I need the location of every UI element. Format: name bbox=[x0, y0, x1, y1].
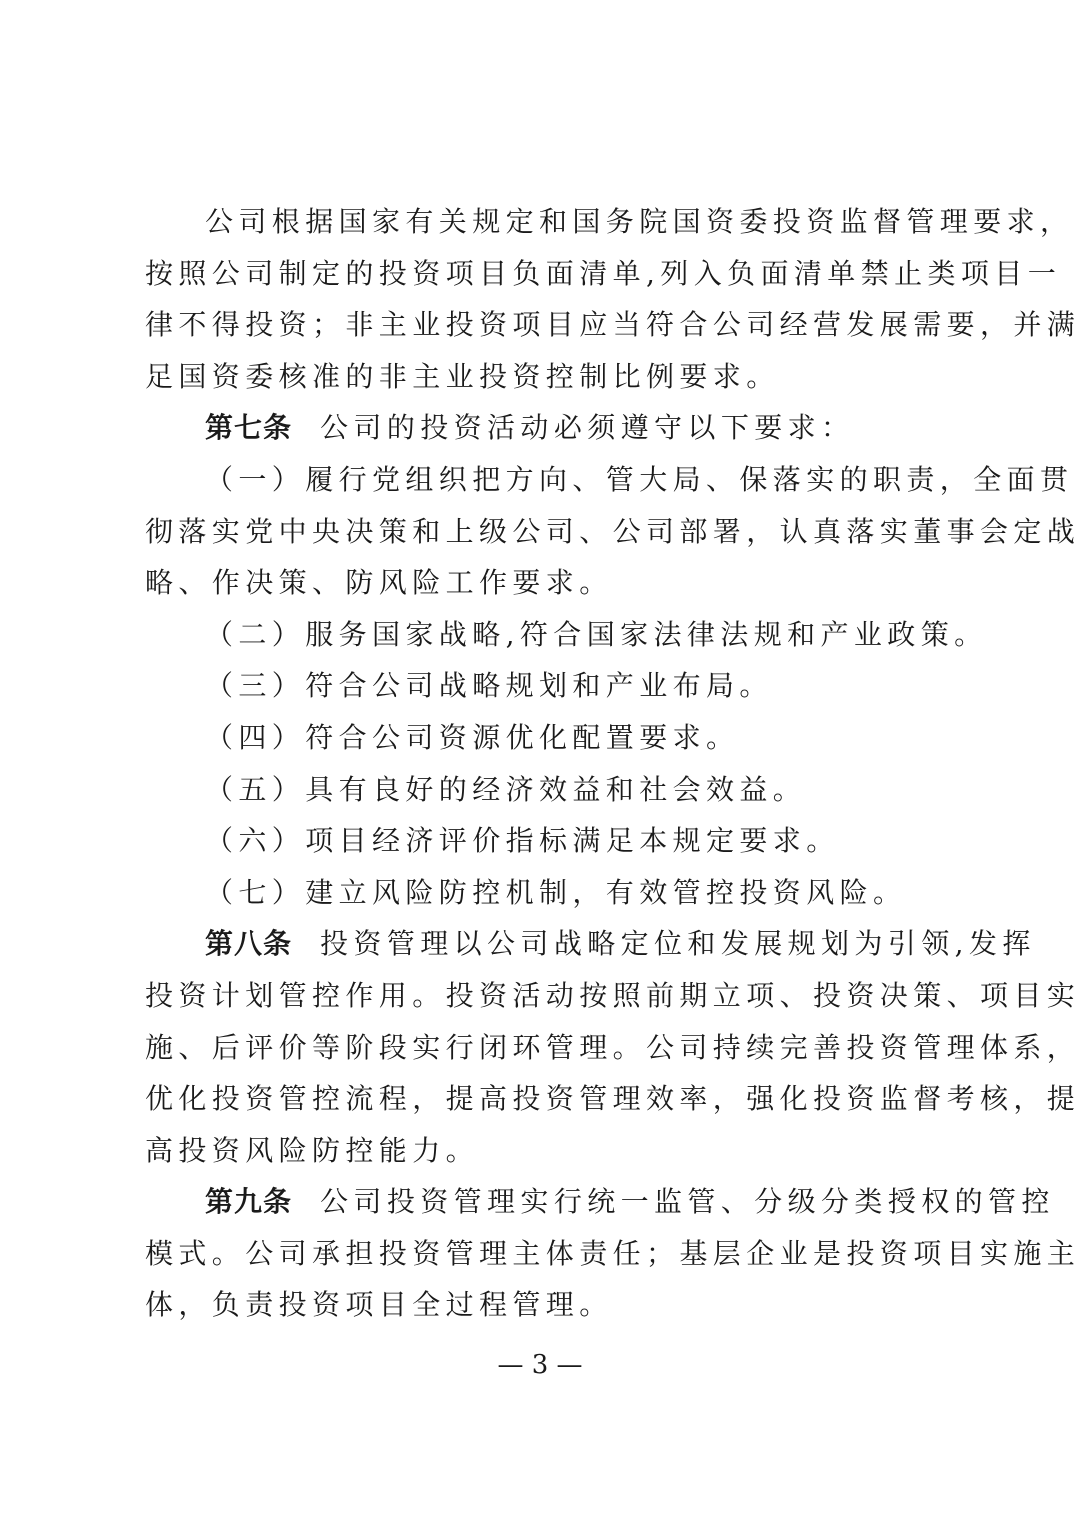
text-line: 模式。公司承担投资管理主体责任；基层企业是投资项目实施主 bbox=[145, 1236, 1080, 1270]
text-line: 按照公司制定的投资项目负面清单,列入负面清单禁止类项目一 bbox=[145, 256, 1062, 290]
text-line bbox=[145, 918, 1036, 970]
text-line: 投资计划管控作用。投资活动按照前期立项、投资决策、项目实 bbox=[145, 978, 1080, 1012]
paragraph-investment-compliance bbox=[145, 196, 1080, 402]
list-item-2: （二）服务国家战略,符合国家法律法规和产业政策。 bbox=[205, 617, 988, 651]
list-item-7: （七）建立风险防控机制，有效管控投资风险。 bbox=[205, 875, 907, 909]
text-line: 体，负责投资项目全过程管理。 bbox=[145, 1288, 613, 1322]
text-line: 优化投资管控流程，提高投资管理效率，强化投资监督考核，提 bbox=[145, 1082, 1080, 1116]
list-item-3: （三）符合公司战略规划和产业布局。 bbox=[205, 669, 773, 703]
text-line: 足国资委核准的非主业投资控制比例要求。 bbox=[145, 359, 780, 393]
article-8 bbox=[145, 918, 1080, 1176]
text-line: 彻落实党中央决策和上级公司、公司部署，认真落实董事会定战 bbox=[145, 514, 1080, 548]
list-item-1 bbox=[145, 454, 1080, 609]
text-line: 高投资风险防控能力。 bbox=[145, 1133, 480, 1167]
text-line bbox=[145, 1176, 1055, 1228]
article-9 bbox=[145, 1176, 1080, 1331]
text-line: 公司根据国家有关规定和国务院国资委投资监督管理要求， bbox=[205, 205, 1074, 238]
document-body bbox=[145, 196, 1080, 1331]
list-item-6: （六）项目经济评价指标满足本规定要求。 bbox=[205, 824, 840, 858]
page-number: — 3 — bbox=[497, 1350, 583, 1380]
article-7 bbox=[145, 402, 945, 454]
list-item-5: （五）具有良好的经济效益和社会效益。 bbox=[205, 772, 807, 806]
article-text: 投资管理以公司战略定位和发展规划为引领,发挥 bbox=[320, 927, 1036, 961]
article-label: 第八条 bbox=[205, 927, 293, 961]
list-item-4: （四）符合公司资源优化配置要求。 bbox=[205, 720, 740, 754]
text-line: 略、作决策、防风险工作要求。 bbox=[145, 566, 613, 600]
article-label: 第七条 bbox=[205, 411, 293, 445]
text-line: （一）履行党组织把方向、管大局、保落实的职责，全面贯 bbox=[205, 462, 1074, 496]
article-text: 公司投资管理实行统一监管、分级分类授权的管控 bbox=[320, 1185, 1055, 1219]
article-label: 第九条 bbox=[205, 1185, 293, 1219]
text-line: 律不得投资；非主业投资项目应当符合公司经营发展需要，并满 bbox=[145, 308, 1080, 342]
text-line: 施、后评价等阶段实行闭环管理。公司持续完善投资管理体系， bbox=[145, 1030, 1080, 1064]
text-line bbox=[145, 402, 945, 454]
article-text: 公司的投资活动必须遵守以下要求： bbox=[320, 411, 855, 445]
